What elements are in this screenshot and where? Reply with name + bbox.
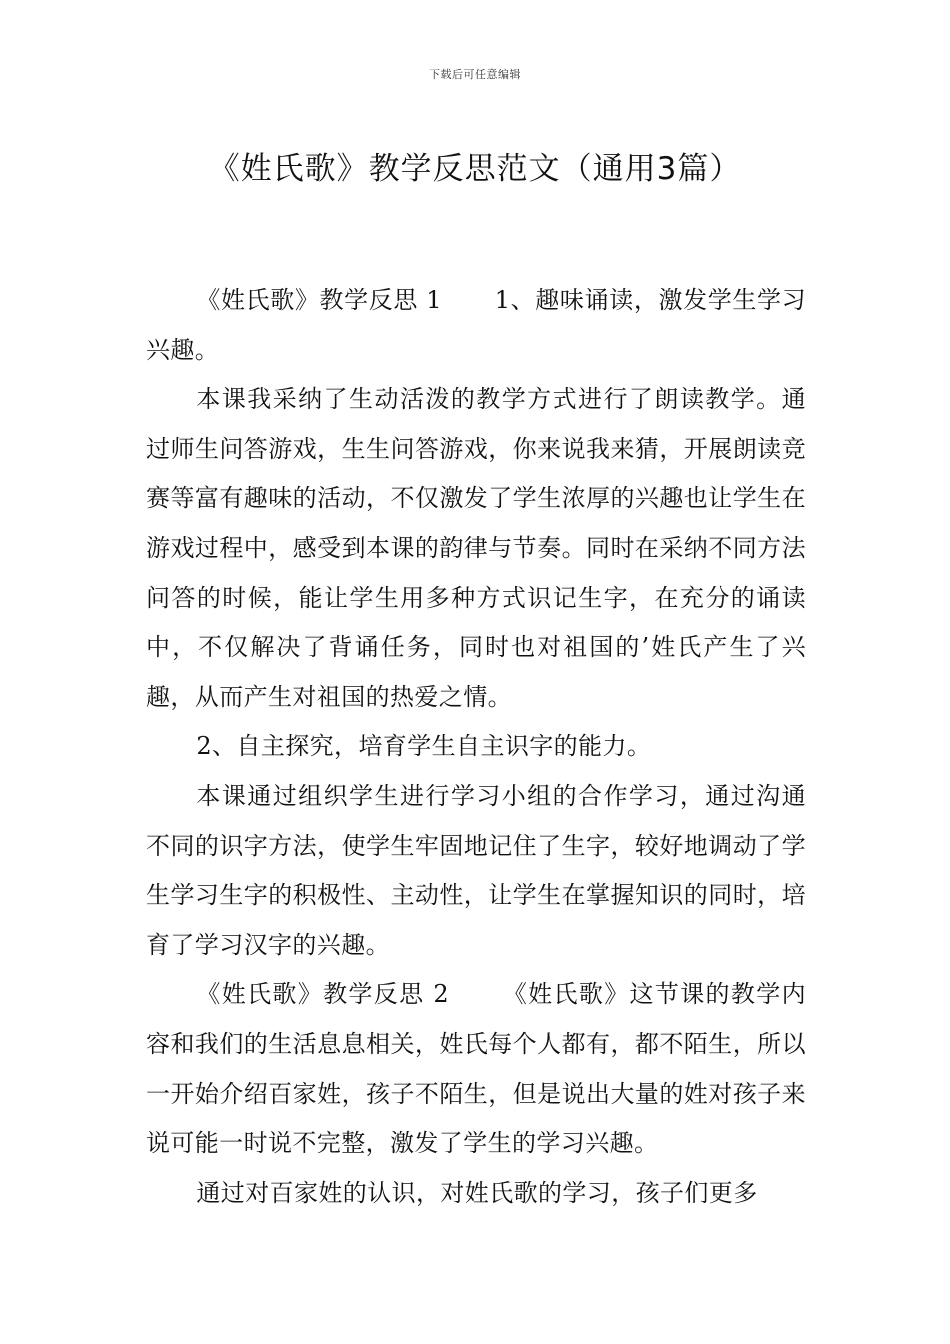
- document-body: [146, 276, 806, 1218]
- paragraph-2: [146, 375, 806, 722]
- section-heading-1: 《姓氏歌》教学反思 1: [196, 286, 442, 314]
- paragraph-1: [146, 276, 806, 375]
- paragraph-text: 本课通过组织学生进行学习小组的合作学习，通过沟通不同的识字方法，使学生牢固地记住了生字，较好地调动了学生学习生字的积极性、主动性，让学生在掌握知识的同时，培育了学习汉字的兴趣。: [146, 781, 806, 959]
- paragraph-3: [146, 722, 806, 772]
- paragraph-text: 1、趣味诵读，激发学生学习兴趣。: [146, 286, 806, 364]
- paragraph-text: 2、自主探究，培育学生自主识字的能力。: [196, 732, 652, 761]
- paragraph-text: 通过对百家姓的认识，对姓氏歌的学习，孩子们更多: [196, 1178, 758, 1207]
- document-title: 《姓氏歌》教学反思范文（通用3篇）: [208, 150, 742, 187]
- paragraph-5: [146, 970, 806, 1168]
- paragraph-4: [146, 772, 806, 970]
- paragraph-text: 《姓氏歌》这节课的教学内容和我们的生活息息相关，姓氏每个人都有，都不陌生，所以一开始介绍百家姓，孩子不陌生，但是说出大量的姓对孩子来说可能一时说不完整，激发了学生的学习兴趣。: [146, 980, 806, 1158]
- section-heading-2: 《姓氏歌》教学反思 2: [196, 980, 450, 1009]
- paragraph-6: [146, 1169, 806, 1219]
- header-note: 下载后可任意编辑: [429, 68, 521, 81]
- paragraph-text: 本课我采纳了生动活泼的教学方式进行了朗读教学。通过师生问答游戏，生生问答游戏，你来说我来猜，开展朗读竞赛等富有趣味的活动，不仅激发了学生浓厚的兴趣也让学生在游戏过程中，感受到本课的韵律与节奏。同时在采纳不同方法问答的时候，能让学生用多种方式识记生字，在充分的诵读中，不仅解决了背诵任务，同时也对祖国的’姓氏产生了兴趣，从而产生对祖国的热爱之情。: [146, 385, 806, 711]
